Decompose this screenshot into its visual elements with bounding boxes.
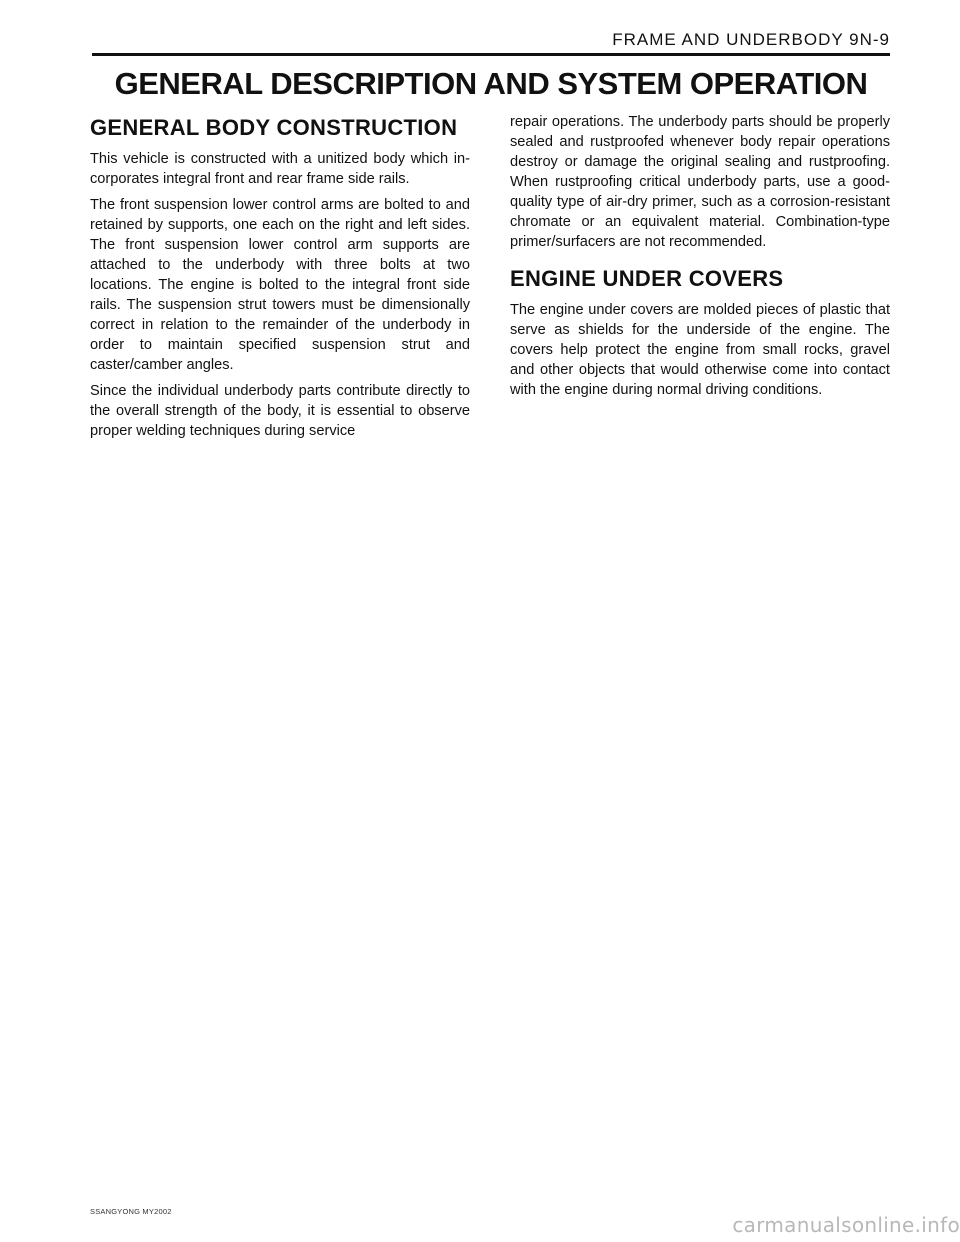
header-rule (92, 53, 890, 56)
section-heading-engine-under-covers: ENGINE UNDER COVERS (510, 266, 784, 291)
right-column (510, 112, 890, 406)
left-column (90, 112, 470, 447)
page-title: GENERAL DESCRIPTION AND SYSTEM OPERATION (114, 66, 868, 101)
paragraph: This vehicle is constructed with a unitized body which in-corporates integral front and rear frame side rails. (90, 151, 470, 187)
watermark: carmanualsonline.info (732, 1213, 960, 1237)
running-header: FRAME AND UNDERBODY 9N-9 (612, 30, 890, 49)
paragraph: The engine under covers are molded pieces of plastic that serve as shields for the underside of the engine. The covers help protect the engine from small rocks, gravel and other objects that would otherwise come into contact with the engine during normal driving conditions. (510, 302, 890, 398)
paragraph: The front suspension lower control arms are bolted to and retained by supports, one each on the right and left sides. The front suspension lower control arm supports are attached to the underbody with three bolts at two locations. The engine is bolted to the integral front side rails. The suspension strut towers must be dimensionally correct in relation to the remainder of the underbody in order to maintain specified suspension strut and caster/camber angles. (90, 197, 470, 373)
footer-model-code: SSANGYONG MY2002 (90, 1207, 172, 1216)
paragraph: Since the individual underbody parts contribute directly to the overall strength of the body, it is essential to observe proper welding techniques during service (90, 383, 470, 439)
section-heading-general-body-construction: GENERAL BODY CONSTRUCTION (90, 115, 458, 140)
paragraph-continued: repair operations. The underbody parts should be properly sealed and rustproofed whenever body repair operations destroy or damage the original sealing and rustproofing. When rustproofing critical underbody parts, use a good-quality type of air-dry primer, such as a corrosion-resistant chromate or an equivalent material. Combination-type primer/surfacers are not recommended. (510, 114, 890, 250)
